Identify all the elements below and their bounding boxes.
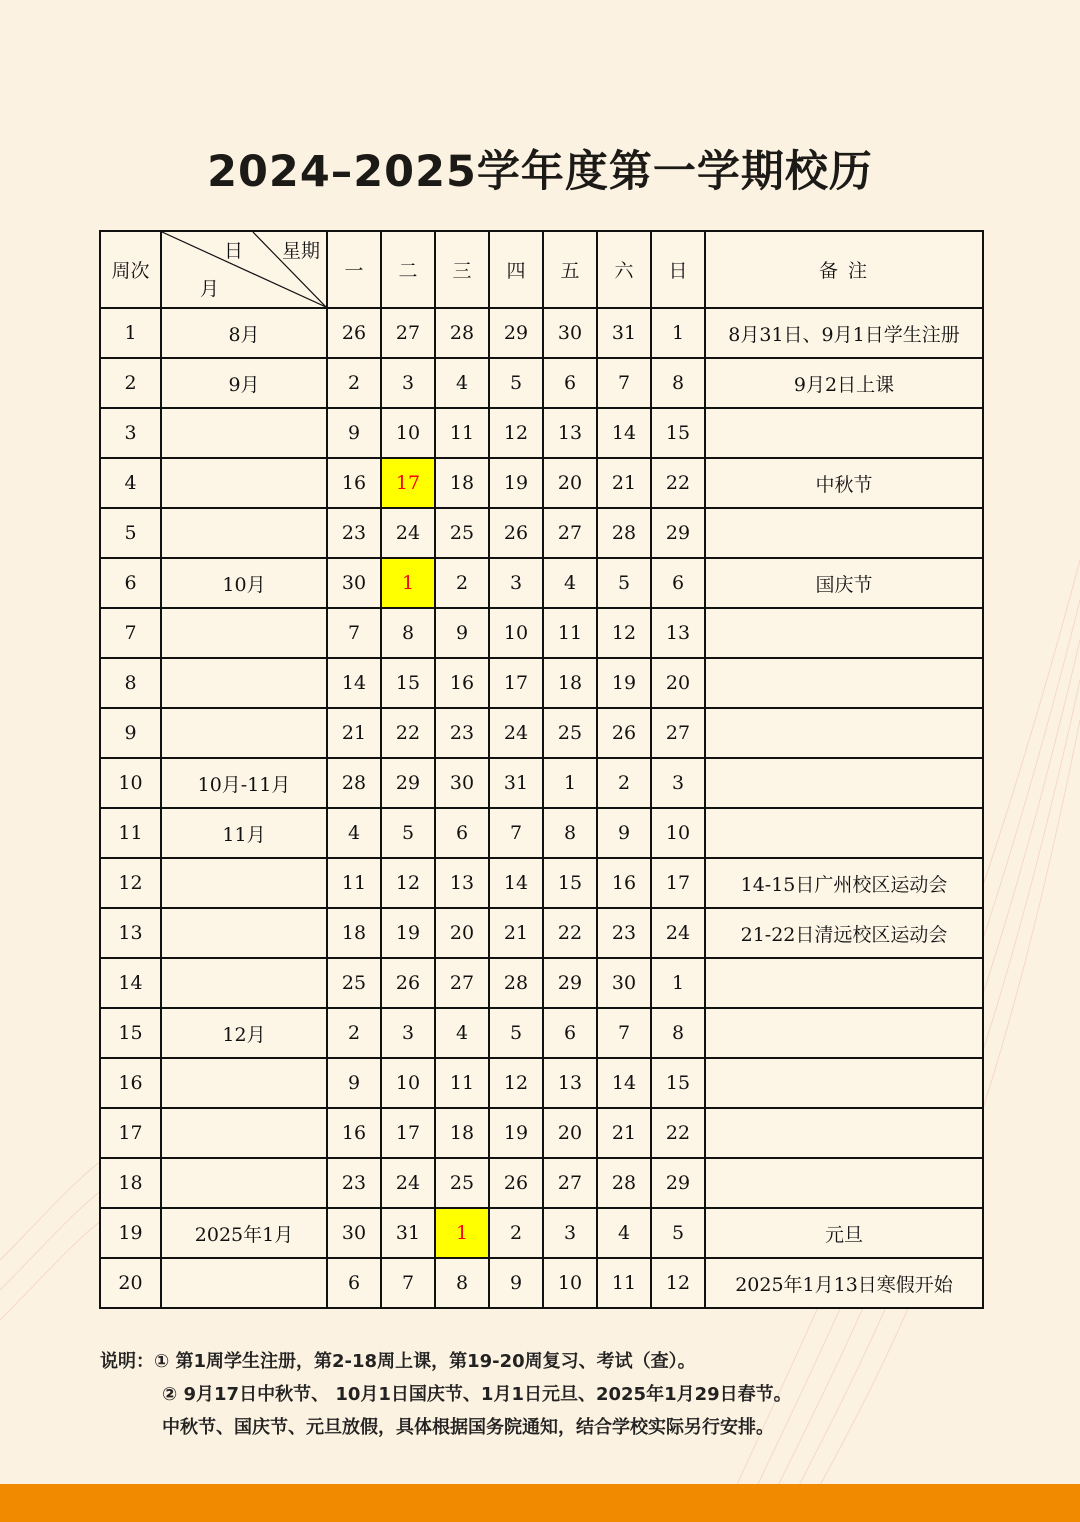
date-cell: 30 xyxy=(597,958,651,1008)
note-cell: 国庆节 xyxy=(705,558,983,608)
date-cell: 3 xyxy=(543,1208,597,1258)
date-cell: 18 xyxy=(435,458,489,508)
day-header-fri: 五 xyxy=(543,231,597,308)
date-cell: 27 xyxy=(543,1158,597,1208)
date-cell: 2 xyxy=(327,358,381,408)
date-cell: 22 xyxy=(651,458,705,508)
week-number-cell: 2 xyxy=(100,358,161,408)
week-number-cell: 3 xyxy=(100,408,161,458)
date-cell: 29 xyxy=(651,508,705,558)
date-cell: 29 xyxy=(543,958,597,1008)
date-cell: 30 xyxy=(435,758,489,808)
date-cell: 10 xyxy=(381,1058,435,1108)
holiday-date-cell: 17 xyxy=(381,458,435,508)
date-cell: 21 xyxy=(597,1108,651,1158)
date-cell: 23 xyxy=(327,1158,381,1208)
day-header-sun: 日 xyxy=(651,231,705,308)
week-number-cell: 15 xyxy=(100,1008,161,1058)
note-cell xyxy=(705,808,983,858)
date-cell: 18 xyxy=(435,1108,489,1158)
date-cell: 1 xyxy=(651,308,705,358)
month-cell xyxy=(161,1058,327,1108)
header-row xyxy=(100,231,983,308)
week-number-cell: 10 xyxy=(100,758,161,808)
date-cell: 8 xyxy=(543,808,597,858)
date-cell: 13 xyxy=(651,608,705,658)
date-cell: 18 xyxy=(327,908,381,958)
date-cell: 16 xyxy=(327,1108,381,1158)
footer-bar xyxy=(0,1484,1080,1522)
date-cell: 2 xyxy=(489,1208,543,1258)
date-cell: 30 xyxy=(543,308,597,358)
day-header-wed: 三 xyxy=(435,231,489,308)
date-cell: 28 xyxy=(489,958,543,1008)
date-cell: 12 xyxy=(489,408,543,458)
week-number-cell: 12 xyxy=(100,858,161,908)
notes-line-2: ② 9月17日中秋节、 10月1日国庆节、1月1日元旦、2025年1月29日春节。 xyxy=(162,1384,792,1405)
date-cell: 24 xyxy=(381,1158,435,1208)
date-cell: 3 xyxy=(489,558,543,608)
calendar-table xyxy=(99,230,984,1309)
date-cell: 23 xyxy=(435,708,489,758)
table-row xyxy=(100,608,983,658)
date-cell: 29 xyxy=(489,308,543,358)
diag-month-label: 月 xyxy=(200,278,220,300)
table-row xyxy=(100,508,983,558)
explanation-notes xyxy=(100,1345,1000,1444)
date-cell: 19 xyxy=(489,1108,543,1158)
month-cell: 10月 xyxy=(161,558,327,608)
date-cell: 15 xyxy=(651,408,705,458)
date-cell: 17 xyxy=(489,658,543,708)
date-cell: 13 xyxy=(435,858,489,908)
date-cell: 4 xyxy=(597,1208,651,1258)
date-cell: 18 xyxy=(543,658,597,708)
date-cell: 8 xyxy=(651,1008,705,1058)
date-cell: 4 xyxy=(327,808,381,858)
note-cell: 元旦 xyxy=(705,1208,983,1258)
date-cell: 15 xyxy=(381,658,435,708)
page-title: 2024–2025学年度第一学期校历 xyxy=(207,147,873,197)
date-cell: 3 xyxy=(651,758,705,808)
table-row xyxy=(100,1208,983,1258)
date-cell: 25 xyxy=(327,958,381,1008)
note-cell: 14-15日广州校区运动会 xyxy=(705,858,983,908)
month-cell xyxy=(161,858,327,908)
note-cell xyxy=(705,1158,983,1208)
table-row xyxy=(100,408,983,458)
note-cell xyxy=(705,1058,983,1108)
month-cell: 10月-11月 xyxy=(161,758,327,808)
date-cell: 1 xyxy=(651,958,705,1008)
date-cell: 31 xyxy=(381,1208,435,1258)
date-cell: 19 xyxy=(489,458,543,508)
date-cell: 26 xyxy=(489,508,543,558)
date-cell: 4 xyxy=(543,558,597,608)
month-cell xyxy=(161,608,327,658)
date-cell: 21 xyxy=(489,908,543,958)
notes-line-1: ① 第1周学生注册，第2-18周上课，第19-20周复习、考试（查）。 xyxy=(154,1351,696,1372)
week-number-cell: 18 xyxy=(100,1158,161,1208)
note-cell xyxy=(705,1108,983,1158)
date-cell: 12 xyxy=(597,608,651,658)
note-cell: 2025年1月13日寒假开始 xyxy=(705,1258,983,1308)
diag-day-label: 日 xyxy=(224,240,244,262)
date-cell: 12 xyxy=(489,1058,543,1108)
month-cell xyxy=(161,1108,327,1158)
month-cell xyxy=(161,458,327,508)
diag-weekday-label: 星期 xyxy=(281,240,320,262)
date-cell: 30 xyxy=(327,558,381,608)
date-cell: 26 xyxy=(597,708,651,758)
month-cell xyxy=(161,658,327,708)
notes-line-3: 中秋节、国庆节、元旦放假，具体根据国务院通知，结合学校实际另行安排。 xyxy=(162,1417,774,1438)
month-cell xyxy=(161,1158,327,1208)
week-number-cell: 16 xyxy=(100,1058,161,1108)
date-cell: 23 xyxy=(597,908,651,958)
date-cell: 13 xyxy=(543,408,597,458)
date-cell: 26 xyxy=(489,1158,543,1208)
date-cell: 7 xyxy=(327,608,381,658)
date-cell: 10 xyxy=(489,608,543,658)
table-row xyxy=(100,1258,983,1308)
month-cell: 2025年1月 xyxy=(161,1208,327,1258)
date-cell: 4 xyxy=(435,358,489,408)
date-cell: 19 xyxy=(381,908,435,958)
date-cell: 28 xyxy=(435,308,489,358)
month-cell: 9月 xyxy=(161,358,327,408)
date-cell: 5 xyxy=(489,1008,543,1058)
date-cell: 31 xyxy=(489,758,543,808)
week-number-cell: 8 xyxy=(100,658,161,708)
date-cell: 23 xyxy=(327,508,381,558)
date-cell: 8 xyxy=(651,358,705,408)
week-number-cell: 6 xyxy=(100,558,161,608)
date-cell: 25 xyxy=(543,708,597,758)
date-cell: 7 xyxy=(489,808,543,858)
date-cell: 11 xyxy=(435,1058,489,1108)
table-row xyxy=(100,308,983,358)
month-cell: 8月 xyxy=(161,308,327,358)
date-cell: 31 xyxy=(597,308,651,358)
date-cell: 20 xyxy=(543,458,597,508)
date-cell: 7 xyxy=(597,358,651,408)
date-cell: 24 xyxy=(651,908,705,958)
date-cell: 20 xyxy=(543,1108,597,1158)
date-cell: 9 xyxy=(597,808,651,858)
day-header-mon: 一 xyxy=(327,231,381,308)
note-cell xyxy=(705,758,983,808)
note-cell: 9月2日上课 xyxy=(705,358,983,408)
note-cell: 中秋节 xyxy=(705,458,983,508)
note-cell xyxy=(705,658,983,708)
week-number-cell: 5 xyxy=(100,508,161,558)
date-cell: 20 xyxy=(435,908,489,958)
date-cell: 25 xyxy=(435,1158,489,1208)
date-cell: 24 xyxy=(381,508,435,558)
date-cell: 21 xyxy=(597,458,651,508)
date-cell: 5 xyxy=(651,1208,705,1258)
date-cell: 11 xyxy=(327,858,381,908)
date-cell: 4 xyxy=(435,1008,489,1058)
date-cell: 1 xyxy=(543,758,597,808)
note-cell xyxy=(705,708,983,758)
table-row xyxy=(100,758,983,808)
date-cell: 9 xyxy=(489,1258,543,1308)
table-row xyxy=(100,858,983,908)
date-cell: 28 xyxy=(597,508,651,558)
date-cell: 10 xyxy=(651,808,705,858)
holiday-date-cell: 1 xyxy=(381,558,435,608)
table-row xyxy=(100,908,983,958)
week-number-cell: 17 xyxy=(100,1108,161,1158)
date-cell: 27 xyxy=(435,958,489,1008)
date-cell: 22 xyxy=(651,1108,705,1158)
table-row xyxy=(100,958,983,1008)
date-cell: 7 xyxy=(381,1258,435,1308)
date-cell: 28 xyxy=(597,1158,651,1208)
date-cell: 29 xyxy=(651,1158,705,1208)
week-number-cell: 11 xyxy=(100,808,161,858)
week-number-cell: 19 xyxy=(100,1208,161,1258)
date-cell: 2 xyxy=(597,758,651,808)
month-cell: 11月 xyxy=(161,808,327,858)
month-cell: 12月 xyxy=(161,1008,327,1058)
date-cell: 3 xyxy=(381,1008,435,1058)
diagonal-header-cell xyxy=(161,231,327,308)
month-cell xyxy=(161,908,327,958)
date-cell: 8 xyxy=(381,608,435,658)
date-cell: 9 xyxy=(327,408,381,458)
date-cell: 29 xyxy=(381,758,435,808)
date-cell: 3 xyxy=(381,358,435,408)
date-cell: 15 xyxy=(543,858,597,908)
week-number-cell: 14 xyxy=(100,958,161,1008)
table-row xyxy=(100,808,983,858)
note-cell xyxy=(705,1008,983,1058)
date-cell: 22 xyxy=(543,908,597,958)
date-cell: 7 xyxy=(597,1008,651,1058)
date-cell: 14 xyxy=(597,408,651,458)
date-cell: 11 xyxy=(543,608,597,658)
day-header-tue: 二 xyxy=(381,231,435,308)
month-cell xyxy=(161,1258,327,1308)
date-cell: 19 xyxy=(597,658,651,708)
notes-label: 说明： xyxy=(100,1351,154,1372)
table-row xyxy=(100,708,983,758)
week-column-header: 周次 xyxy=(100,231,161,308)
week-number-cell: 7 xyxy=(100,608,161,658)
week-number-cell: 13 xyxy=(100,908,161,958)
date-cell: 6 xyxy=(543,358,597,408)
date-cell: 17 xyxy=(651,858,705,908)
table-row xyxy=(100,1108,983,1158)
note-cell xyxy=(705,408,983,458)
week-number-cell: 1 xyxy=(100,308,161,358)
date-cell: 13 xyxy=(543,1058,597,1108)
table-row xyxy=(100,558,983,608)
date-cell: 28 xyxy=(327,758,381,808)
week-number-cell: 20 xyxy=(100,1258,161,1308)
date-cell: 5 xyxy=(381,808,435,858)
table-row xyxy=(100,658,983,708)
note-cell xyxy=(705,608,983,658)
date-cell: 16 xyxy=(597,858,651,908)
note-cell xyxy=(705,508,983,558)
notes-column-header: 备 注 xyxy=(705,231,983,308)
date-cell: 20 xyxy=(651,658,705,708)
month-cell xyxy=(161,508,327,558)
date-cell: 6 xyxy=(435,808,489,858)
table-row xyxy=(100,1008,983,1058)
date-cell: 27 xyxy=(381,308,435,358)
date-cell: 11 xyxy=(435,408,489,458)
date-cell: 24 xyxy=(489,708,543,758)
date-cell: 9 xyxy=(435,608,489,658)
month-cell xyxy=(161,708,327,758)
date-cell: 21 xyxy=(327,708,381,758)
date-cell: 11 xyxy=(597,1258,651,1308)
month-cell xyxy=(161,958,327,1008)
date-cell: 15 xyxy=(651,1058,705,1108)
date-cell: 26 xyxy=(381,958,435,1008)
date-cell: 6 xyxy=(651,558,705,608)
date-cell: 5 xyxy=(597,558,651,608)
date-cell: 25 xyxy=(435,508,489,558)
date-cell: 12 xyxy=(381,858,435,908)
day-header-sat: 六 xyxy=(597,231,651,308)
note-cell: 21-22日清远校区运动会 xyxy=(705,908,983,958)
date-cell: 9 xyxy=(327,1058,381,1108)
date-cell: 30 xyxy=(327,1208,381,1258)
date-cell: 27 xyxy=(651,708,705,758)
date-cell: 14 xyxy=(597,1058,651,1108)
date-cell: 16 xyxy=(435,658,489,708)
date-cell: 26 xyxy=(327,308,381,358)
week-number-cell: 9 xyxy=(100,708,161,758)
date-cell: 6 xyxy=(543,1008,597,1058)
table-row xyxy=(100,358,983,408)
day-header-thu: 四 xyxy=(489,231,543,308)
date-cell: 27 xyxy=(543,508,597,558)
date-cell: 2 xyxy=(327,1008,381,1058)
date-cell: 2 xyxy=(435,558,489,608)
date-cell: 17 xyxy=(381,1108,435,1158)
holiday-date-cell: 1 xyxy=(435,1208,489,1258)
date-cell: 14 xyxy=(489,858,543,908)
week-number-cell: 4 xyxy=(100,458,161,508)
date-cell: 10 xyxy=(381,408,435,458)
table-row xyxy=(100,1158,983,1208)
date-cell: 12 xyxy=(651,1258,705,1308)
table-row xyxy=(100,1058,983,1108)
date-cell: 6 xyxy=(327,1258,381,1308)
table-row xyxy=(100,458,983,508)
month-cell xyxy=(161,408,327,458)
date-cell: 8 xyxy=(435,1258,489,1308)
note-cell: 8月31日、9月1日学生注册 xyxy=(705,308,983,358)
note-cell xyxy=(705,958,983,1008)
date-cell: 10 xyxy=(543,1258,597,1308)
date-cell: 5 xyxy=(489,358,543,408)
date-cell: 14 xyxy=(327,658,381,708)
date-cell: 22 xyxy=(381,708,435,758)
date-cell: 16 xyxy=(327,458,381,508)
